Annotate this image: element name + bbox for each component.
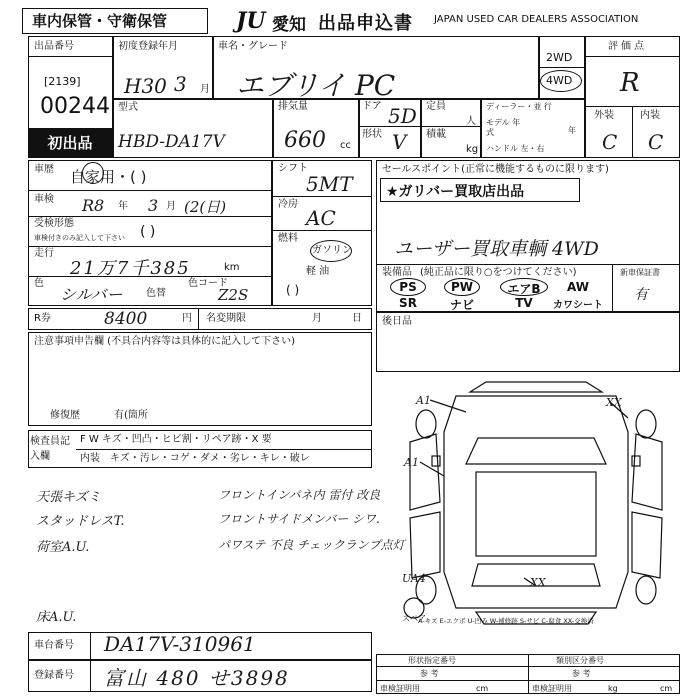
- cm-right: cm: [660, 684, 673, 693]
- inspector-interior-row: キズ・汚レ・コゲ・ダメ・劣レ・キレ・破レ: [110, 453, 310, 464]
- model-year-unit: 年: [568, 126, 576, 135]
- capacity-unit: 人: [466, 116, 476, 127]
- association-name: JAPAN USED CAR DEALERS ASSOCIATION: [434, 14, 639, 25]
- diagram-mark-xx-front: XX: [606, 396, 622, 409]
- form-title: 出品申込書: [318, 13, 413, 34]
- diagram-mark-a1-front: A1: [416, 394, 431, 407]
- first-reg-label: 初度登録年月: [118, 41, 178, 52]
- inspection-era: R8: [82, 196, 105, 215]
- equipment-note: (純正品に限り○をつけてください): [420, 267, 577, 278]
- fuel-label: 燃料: [278, 233, 298, 244]
- grade-label: 評価点: [608, 41, 647, 52]
- note-floor: 床A.U.: [36, 610, 77, 625]
- storage-label: 車内保管・守衛保管: [32, 12, 168, 30]
- title-change-day: 日: [352, 313, 362, 324]
- color-swap-label: 色替: [146, 288, 166, 299]
- repair-history-label: 修復歴: [50, 410, 80, 421]
- first-listing-badge: 初出品: [28, 128, 112, 158]
- ref-label-left: 参 考: [420, 669, 439, 678]
- shift-value: 5MT: [306, 172, 353, 196]
- color-value: シルバー: [60, 285, 123, 304]
- diagram-mark-ua4: UA4: [402, 572, 426, 585]
- note-power-steering: パワステ 不良 チェックランプ点灯: [218, 538, 405, 552]
- equip-ps: PS: [399, 280, 417, 294]
- chassis-value: DA17V-310961: [104, 632, 256, 656]
- recycle-value: 8400: [104, 309, 148, 329]
- usage-circle: [82, 162, 104, 184]
- equip-navi: ナビ: [449, 298, 474, 312]
- chassis-label: 車台番号: [34, 640, 74, 651]
- equip-airbag: エアB: [507, 282, 541, 296]
- sales-point-label: セールスポイント(正常に機能するものに限ります): [382, 164, 609, 175]
- equip-tv: TV: [515, 296, 533, 310]
- cert-label-right: 車検証明用: [532, 684, 572, 693]
- equip-aw: AW: [567, 280, 589, 294]
- equip-ps-circle: [390, 278, 426, 296]
- receipt-value: ( ): [140, 224, 156, 240]
- ref-label-right: 参 考: [572, 669, 591, 678]
- plate-value: 富山 480 せ3898: [104, 666, 290, 690]
- inspector-label: 検査員記入欄: [30, 436, 70, 462]
- lane-code: [2139]: [44, 75, 81, 88]
- fuel-diesel: 軽 油: [306, 266, 330, 277]
- equip-sr: SR: [399, 296, 417, 310]
- interior-label: 内装: [640, 110, 660, 121]
- interior-value: C: [648, 130, 664, 154]
- usage-value: 自家用・( ): [70, 168, 147, 186]
- grade-value: R: [620, 68, 640, 98]
- diagram-mark-xx-rear: XX: [530, 576, 546, 589]
- aircon-label: 冷房: [278, 199, 298, 210]
- new-car-warranty-label: 新車保証書: [620, 268, 660, 277]
- post-fit-block: [376, 312, 680, 372]
- inspector-fw-row: F W キズ・凹凸・ヒビ割・リペア跡・X 要: [80, 434, 272, 445]
- receipt-note: 車検付きのみ記入して下さい: [34, 234, 125, 242]
- title-change-label: 名変期限: [206, 313, 246, 324]
- spec-number-label: 形状指定番号: [408, 656, 456, 665]
- note-studless: スタッドレスT.: [36, 514, 125, 529]
- cert-label-left: 車検証明用: [380, 684, 420, 693]
- model-code-value: HBD-DA17V: [118, 132, 225, 152]
- handle-label: ハンドル 左・右: [486, 144, 545, 153]
- post-fit-label: 後日品: [382, 316, 412, 327]
- note-dashboard: フロントインパネ内 雷付 改良: [218, 488, 381, 502]
- first-reg-month: 3: [174, 72, 187, 96]
- cm-left: cm: [476, 684, 489, 693]
- displacement-value: 660: [284, 128, 326, 153]
- recycle-label: R券: [34, 313, 51, 324]
- inspection-month: 3: [148, 196, 159, 215]
- dealer-label: ディーラー・並 行: [486, 102, 552, 111]
- inspection-year-unit: 年: [118, 201, 128, 212]
- usage-label: 車歴: [34, 164, 54, 175]
- aircon-value: AC: [306, 206, 336, 230]
- shape-label: 形状: [362, 129, 382, 140]
- notes-label: 注意事項申告欄 (不具合内容等は具体的に記入して下さい): [34, 336, 295, 347]
- repair-history-value: 有(箇所: [114, 410, 148, 421]
- model-year-label: モデル 年式: [486, 118, 521, 137]
- note-side-member: フロントサイドメンバー シワ.: [218, 512, 380, 526]
- displacement-label: 排気量: [278, 101, 308, 112]
- equip-wide-seat: カワシート: [553, 300, 603, 311]
- car-body-diagram: [396, 372, 676, 632]
- mileage-value: 21万7千385: [70, 258, 191, 279]
- note-ceiling: 天張キズミ: [36, 490, 101, 505]
- load-unit: kg: [466, 144, 479, 155]
- new-car-warranty-value: 有: [634, 287, 648, 303]
- fuel-gasoline: ガソリン: [312, 245, 352, 256]
- listing-number: 00244: [40, 94, 110, 119]
- color-code-value: Z2S: [218, 286, 249, 304]
- vehicle-name-value: エブリイ PC: [236, 69, 396, 102]
- recycle-yen: 円: [182, 313, 192, 324]
- equipment-label: 装備品: [382, 267, 412, 278]
- mileage-unit: km: [224, 262, 240, 273]
- fuel-other: ( ): [286, 283, 300, 297]
- first-reg-value: H30: [124, 74, 167, 98]
- shift-label: シフト: [278, 163, 308, 174]
- displacement-unit: cc: [340, 140, 351, 151]
- inspection-label: 車検: [34, 194, 54, 205]
- equip-pw-circle: [444, 278, 480, 296]
- diagram-mark-a1-side: A1: [404, 456, 419, 469]
- diagram-spare-label: スペア: [402, 614, 426, 623]
- drive-4wd: 4WD: [546, 74, 573, 87]
- kg-right: kg: [608, 684, 618, 693]
- exterior-value: C: [602, 130, 618, 154]
- sales-point-handwritten: ユーザー買取車輌 4WD: [394, 238, 599, 260]
- door-label: ドア: [362, 101, 382, 112]
- inspection-day: (2(日): [184, 198, 227, 216]
- type-number-label: 類別区分番号: [556, 656, 604, 665]
- ju-logo: JU: [236, 8, 266, 34]
- door-value: 5D: [388, 104, 417, 128]
- receipt-label: 受検形態: [34, 218, 74, 229]
- equip-airbag-circle: [500, 278, 548, 296]
- model-code-label: 型式: [118, 102, 138, 113]
- note-cargo: 荷室A.U.: [36, 540, 90, 555]
- color-label: 色: [34, 278, 44, 289]
- exterior-label: 外装: [594, 110, 614, 121]
- equip-pw: PW: [450, 280, 474, 294]
- inspection-month-unit: 月: [166, 201, 176, 212]
- listing-number-label: 出品番号: [34, 41, 74, 52]
- mileage-label: 走行: [34, 248, 54, 259]
- load-label: 積載: [426, 129, 446, 140]
- diagram-legend: A-キズ E-エクボ U-凹み W-補修跡 S-サビ C-腐食 XX-交換済: [418, 617, 594, 625]
- title-change-month: 月: [312, 313, 322, 324]
- plate-label: 登録番号: [34, 670, 74, 681]
- gulliver-label: ★ガリバー買取店出品: [386, 184, 525, 200]
- logo-prefecture: 愛知: [272, 15, 306, 35]
- color-code-label: 色コード: [188, 278, 228, 289]
- capacity-label: 定員: [426, 101, 446, 112]
- vehicle-name-label: 車名・グレード: [218, 41, 288, 52]
- inspector-interior-label: 内装: [80, 453, 100, 464]
- drive-2wd: 2WD: [546, 51, 573, 64]
- shape-value: V: [392, 130, 407, 154]
- first-reg-month-unit: 月: [200, 84, 210, 95]
